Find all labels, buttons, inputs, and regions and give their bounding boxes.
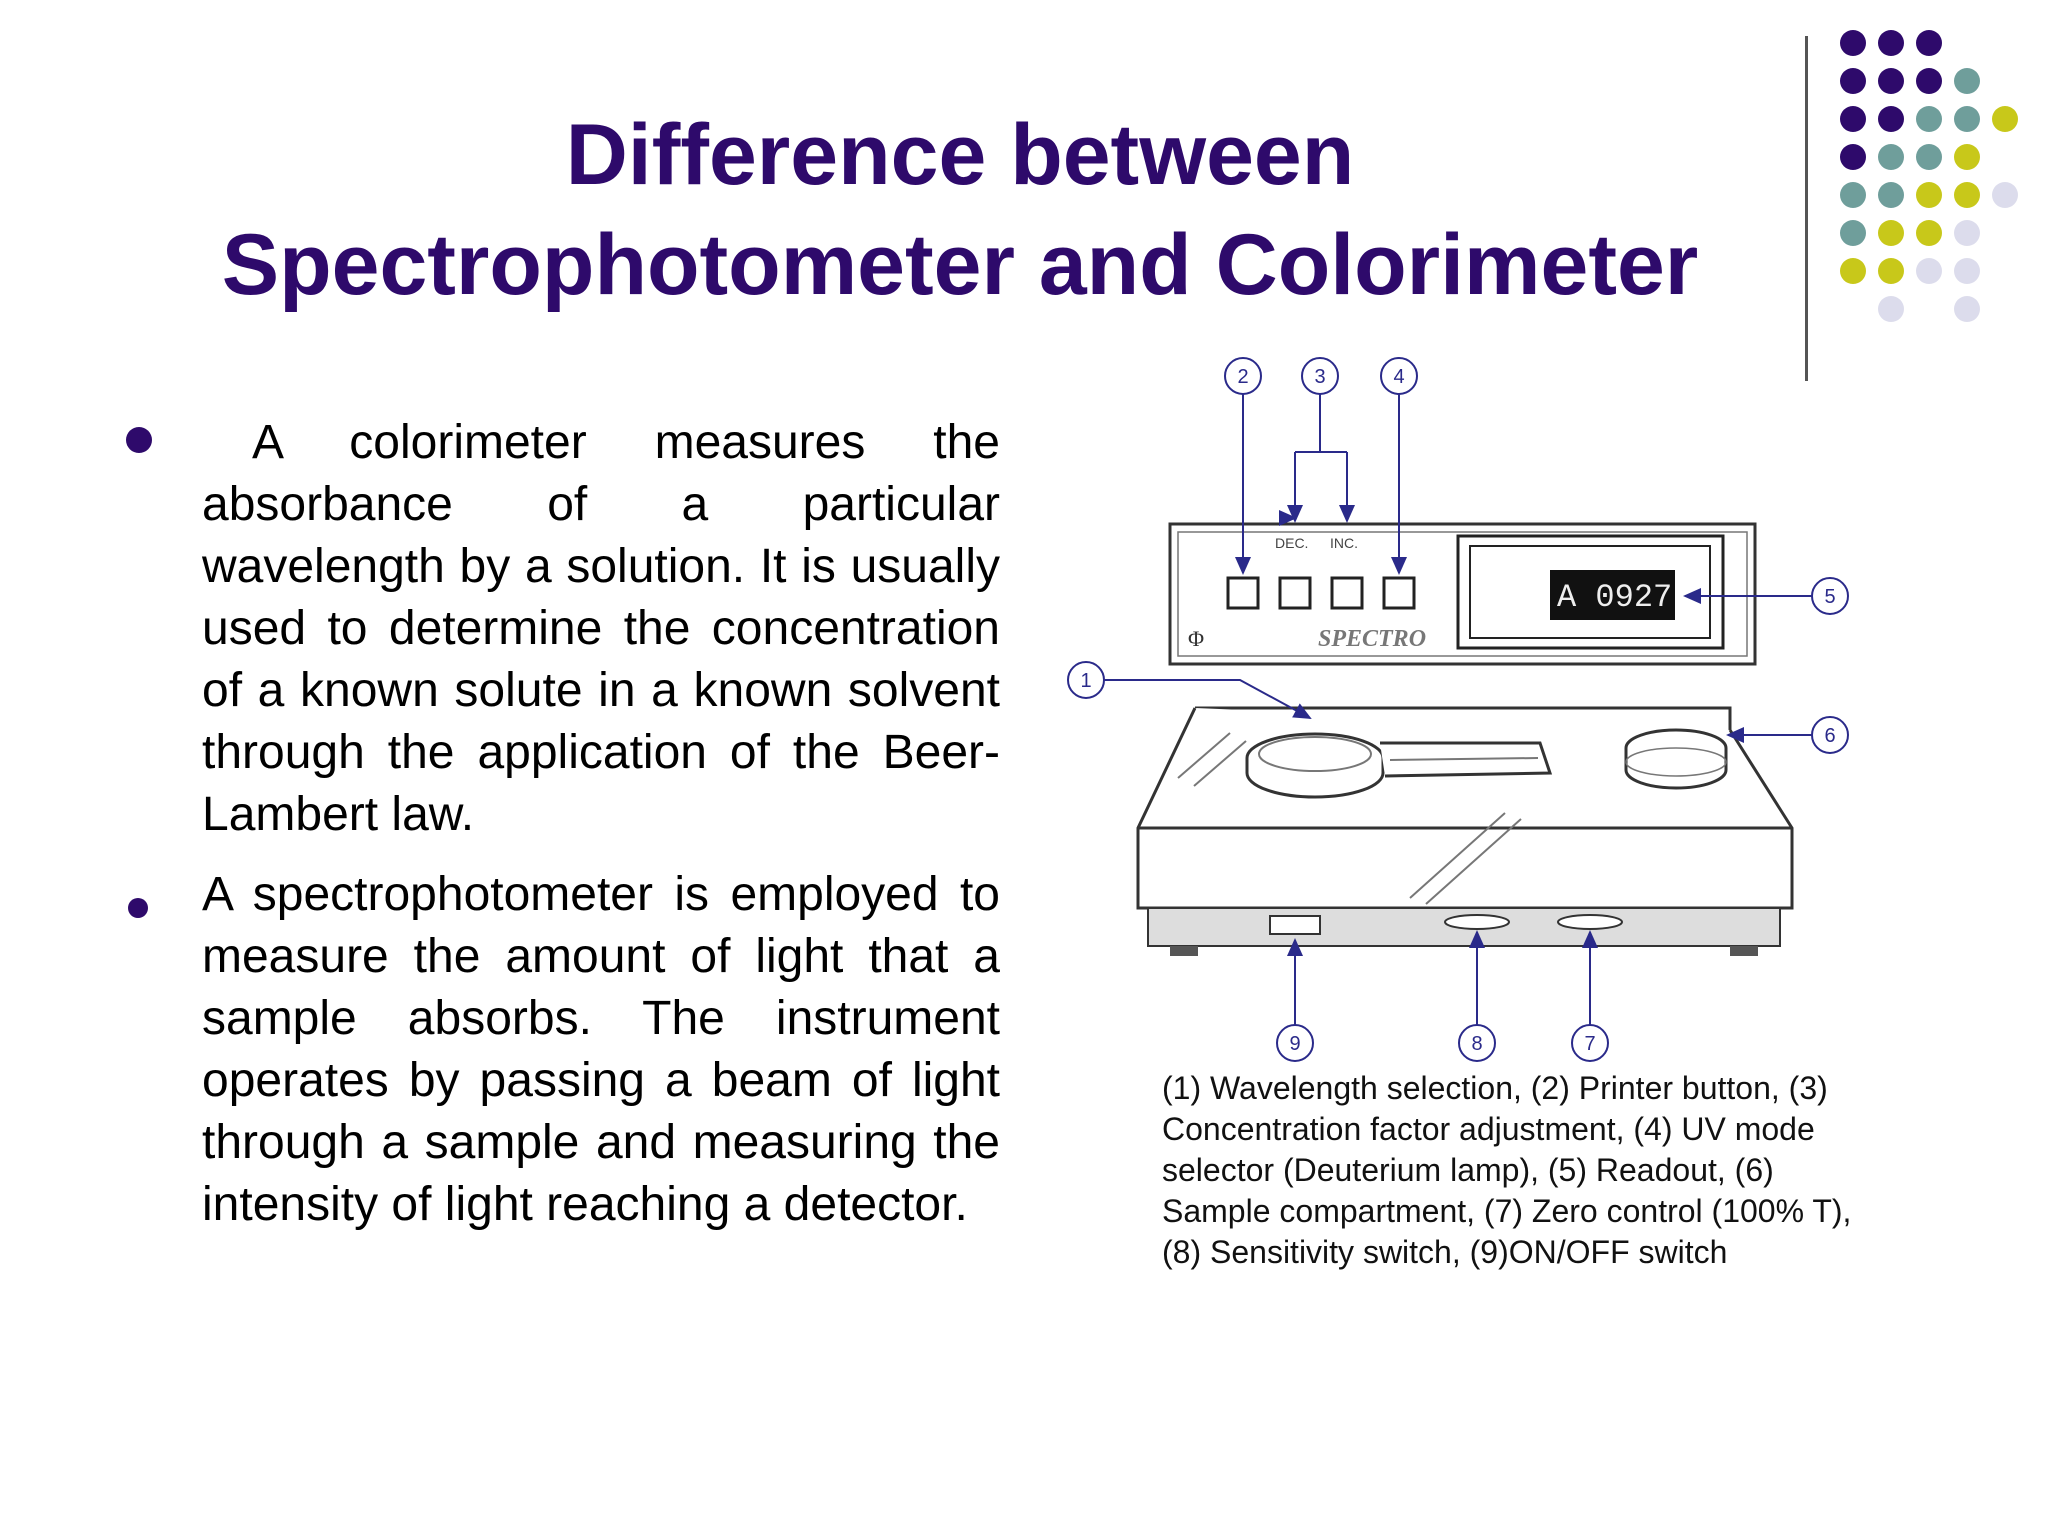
callout-2 (1225, 358, 1261, 394)
dot (1878, 106, 1904, 132)
dec-label: DEC. (1275, 535, 1309, 551)
dot (1992, 106, 2018, 132)
dot (1992, 182, 2018, 208)
dot (1954, 144, 1980, 170)
bullet-text: A colorimeter measures the absorbance of a particular wavelength by a solution. It is usually used to determine the concentration of a known solute in a known solvent through the application of the Beer-Lambert law. (202, 416, 1000, 841)
dot (1916, 182, 1942, 208)
dot (1878, 144, 1904, 170)
dot (1878, 30, 1904, 56)
svg-text:1: 1 (1080, 670, 1092, 692)
dot (1878, 258, 1904, 284)
slide-title (60, 100, 1860, 320)
callout-4 (1381, 358, 1417, 394)
svg-text:7: 7 (1584, 1033, 1596, 1055)
svg-text:9: 9 (1289, 1033, 1301, 1055)
dot (1916, 30, 1942, 56)
bullet-item-spectrophotometer (120, 864, 1000, 1236)
svg-text:8: 8 (1471, 1033, 1483, 1055)
bullet-list (120, 412, 1000, 1236)
spectrophotometer-diagram (1060, 348, 1870, 1068)
svg-text:5: 5 (1824, 586, 1836, 608)
inc-label: INC. (1330, 535, 1358, 551)
bullet-marker (128, 898, 148, 918)
dot (1954, 220, 1980, 246)
dot (1840, 68, 1866, 94)
sensitivity-knob (1445, 915, 1509, 929)
bullet-item-colorimeter (120, 412, 1000, 846)
decorative-dot-grid (1840, 30, 2040, 340)
dot (1954, 258, 1980, 284)
dot (1954, 182, 1980, 208)
svg-text:4: 4 (1393, 366, 1405, 388)
inc-button (1332, 578, 1362, 608)
dot (1840, 182, 1866, 208)
title-line-1: Difference between (565, 107, 1355, 203)
dot (1840, 30, 1866, 56)
callout-3 (1302, 358, 1338, 394)
readout-value: A 0927 (1557, 579, 1673, 616)
svg-text:6: 6 (1824, 725, 1836, 747)
dot (1954, 106, 1980, 132)
printer-button (1228, 578, 1258, 608)
dot (1878, 68, 1904, 94)
bullet-marker (126, 427, 152, 453)
dot (1840, 144, 1866, 170)
divider-line (1805, 36, 1808, 381)
callout-8 (1459, 1025, 1495, 1061)
bullet-text: A spectrophotometer is employed to measure the amount of light that a sample absorbs. The instrument operates by passing a beam of light through a sample and measuring the intensity of light reaching a detector. (202, 868, 1000, 1231)
dot (1954, 68, 1980, 94)
dot (1916, 106, 1942, 132)
svg-text:3: 3 (1314, 366, 1326, 388)
dot (1878, 182, 1904, 208)
diagram-caption: (1) Wavelength selection, (2) Printer button, (3) Concentration factor adjustment, (4) UV mode selector (Deuterium lamp), (5) Readout, (6) Sample compartment, (7) Zero control (100% T), (8) Sensitivity switch, (9)ON/OFF switch (1162, 1070, 1852, 1270)
instrument-body (1138, 708, 1792, 956)
callout-5 (1812, 578, 1848, 614)
dot (1916, 68, 1942, 94)
dec-button (1280, 578, 1310, 608)
dot (1840, 258, 1866, 284)
instrument-top-panel (1170, 524, 1755, 664)
callout-9 (1277, 1025, 1313, 1061)
brand-label: SPECTRO (1318, 626, 1427, 652)
power-icon: Φ (1188, 626, 1205, 651)
callout-6 (1812, 717, 1848, 753)
on-off-switch (1270, 916, 1320, 934)
dot (1878, 220, 1904, 246)
dot (1840, 220, 1866, 246)
dot (1916, 220, 1942, 246)
svg-text:2: 2 (1237, 366, 1249, 388)
zero-control-knob (1558, 915, 1622, 929)
dot (1878, 296, 1904, 322)
uv-mode-button (1384, 578, 1414, 608)
dot (1916, 144, 1942, 170)
dot (1916, 258, 1942, 284)
dot (1954, 296, 1980, 322)
dot (1840, 106, 1866, 132)
title-line-2: Spectrophotometer and Colorimeter (221, 217, 1699, 313)
callout-7 (1572, 1025, 1608, 1061)
callout-1 (1068, 662, 1104, 698)
